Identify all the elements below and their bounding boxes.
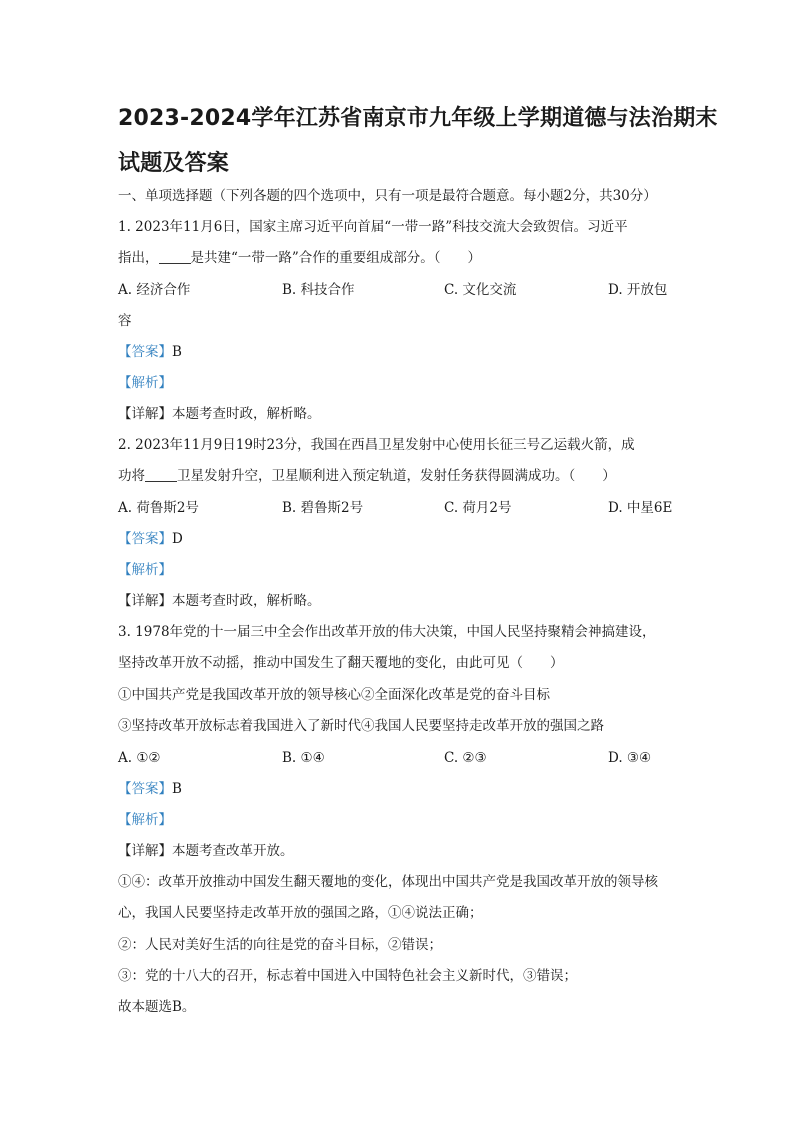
q3-option-d: D. ③④ [608, 750, 652, 766]
q2-option-d: D. 中星6E [608, 500, 673, 516]
q1-detail-text: 本题考查时政，解析略。 [172, 406, 321, 422]
q3-answer [118, 779, 182, 799]
q1-stem-pre: 指出， [118, 250, 159, 266]
q1-detail [118, 404, 321, 424]
q2-option-c: C. 荷月2号 [444, 500, 512, 516]
q1-option-wrap: 容 [118, 313, 132, 329]
q3-stem-line-1: 3. 1978年党的十一届三中全会作出改革开放的伟大决策，中国人民坚持聚精会神搞建设， [118, 624, 656, 640]
answer-label: 【答案】 [118, 781, 172, 797]
section-heading: 一、单项选择题（下列各题的四个选项中，只有一项是最符合题意。每小题2分，共30分） [118, 188, 657, 204]
q2-option-a: A. 荷鲁斯2号 [118, 500, 199, 516]
q1-stem-line-1: 1. 2023年11月6日，国家主席习近平向首届“一带一路”科技交流大会致贺信。习近平 [118, 219, 628, 235]
q1-stem-line-2 [118, 248, 481, 268]
q3-option-c: C. ②③ [444, 750, 487, 766]
q1-answer-value: B [172, 344, 182, 360]
q3-option-a: A. ①② [118, 750, 161, 766]
answer-label: 【答案】 [118, 531, 172, 547]
q1-option-a: A. 经济合作 [118, 282, 191, 298]
q3-stem-line-2: 坚持改革开放不动摇，推动中国发生了翻天覆地的变化，由此可见（ ） [118, 655, 564, 671]
q3-explanation-1: ①④：改革开放推动中国发生翻天覆地的变化，体现出中国共产党是我国改革开放的领导核 [118, 874, 658, 890]
q1-option-b: B. 科技合作 [282, 282, 355, 298]
answer-label: 【答案】 [118, 344, 172, 360]
q2-stem-line-1: 2. 2023年11月9日19时23分，我国在西昌卫星发射中心使用长征三号乙运载火箭，成 [118, 437, 635, 453]
q3-detail-text: 本题考查改革开放。 [172, 843, 294, 859]
fill-blank [159, 249, 191, 264]
q2-stem-line-2 [118, 466, 616, 486]
q3-statement-2: ③坚持改革开放标志着我国进入了新时代④我国人民要坚持走改革开放的强国之路 [118, 718, 604, 734]
q2-answer [118, 529, 183, 549]
q3-statement-1: ①中国共产党是我国改革开放的领导核心②全面深化改革是党的奋斗目标 [118, 687, 550, 703]
q2-stem-pre: 功将 [118, 468, 145, 484]
q1-option-c: C. 文化交流 [444, 282, 517, 298]
q2-detail [118, 591, 321, 611]
fill-blank [145, 467, 177, 482]
q2-detail-text: 本题考查时政，解析略。 [172, 593, 321, 609]
q1-option-d: D. 开放包 [608, 282, 668, 298]
q2-stem-post: 卫星发射升空，卫星顺利进入预定轨道，发射任务获得圆满成功。（ ） [177, 468, 616, 484]
q2-analysis-label: 【解析】 [118, 562, 172, 578]
detail-label: 【详解】 [118, 406, 172, 422]
detail-label: 【详解】 [118, 593, 172, 609]
title-line-2: 试题及答案 [118, 151, 230, 176]
q1-analysis-label: 【解析】 [118, 375, 172, 391]
q2-option-b: B. 碧鲁斯2号 [282, 500, 364, 516]
q3-option-b: B. ①④ [282, 750, 325, 766]
q2-answer-value: D [172, 531, 183, 547]
q3-explanation-4: ③：党的十八大的召开，标志着中国进入中国特色社会主义新时代，③错误； [118, 968, 577, 984]
q3-detail [118, 841, 294, 861]
title-line-1: 2023-2024学年江苏省南京市九年级上学期道德与法治期末 [118, 106, 718, 131]
q3-analysis-label: 【解析】 [118, 812, 172, 828]
q3-explanation-3: ②：人民对美好生活的向往是党的奋斗目标，②错误； [118, 937, 442, 953]
q1-answer [118, 342, 182, 362]
detail-label: 【详解】 [118, 843, 172, 859]
q3-explanation-5: 故本题选B。 [118, 999, 196, 1015]
q3-explanation-2: 心，我国人民要坚持走改革开放的强国之路，①④说法正确； [118, 905, 483, 921]
q3-answer-value: B [172, 781, 182, 797]
q1-stem-post: 是共建“一带一路”合作的重要组成部分。（ ） [190, 250, 482, 266]
